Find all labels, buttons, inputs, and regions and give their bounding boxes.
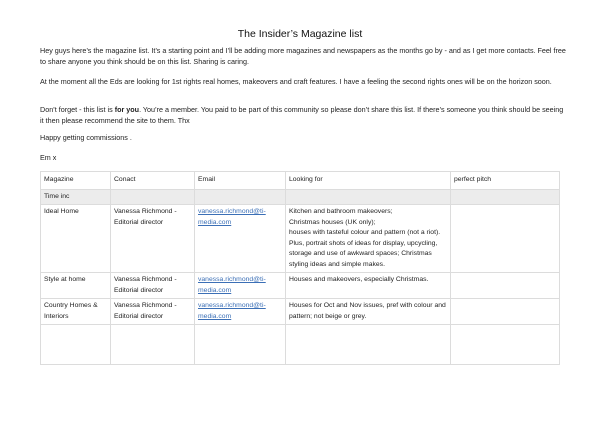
email-link[interactable]: vanessa.richmond@ti-media.com: [198, 302, 266, 320]
header-perfect-pitch: perfect pitch: [451, 172, 560, 190]
looking-for-line: Plus, portrait shots of ideas for display, upcycling, storage and use of awkward spaces; Christmas styling ideas and simple makes.: [289, 239, 438, 268]
looking-for-line: Houses for Oct and Nov issues, pref with colour and pattern; not beige or grey.: [289, 302, 446, 320]
intro-paragraph-1: Hey guys here’s the magazine list. It’s a starting point and I’ll be adding more magazines and newspapers as the months go by - and as I get more contacts. Feel free to share anyone you think should be on this list. Sharing is caring.: [40, 46, 566, 66]
intro-emphasis: for you: [114, 105, 140, 114]
intro-paragraph-4: Happy getting commissions .: [40, 133, 132, 142]
section-label: Time inc: [41, 189, 111, 205]
pitch-cell: [451, 205, 560, 273]
looking-for-cell: [286, 299, 451, 325]
intro-paragraph-3-end: . You’re a member. You paid to be part of this community so please don’t share this list. If there’s someone you think should be seeing it then please recommend the site to them. Thx: [40, 105, 564, 125]
table-row: [41, 205, 560, 273]
pitch-cell: [451, 273, 560, 299]
looking-for-line: houses with tasteful colour and pattern (not a riot).: [289, 229, 441, 236]
header-email: Email: [195, 172, 286, 190]
table-row: [41, 299, 560, 325]
email-cell: [195, 205, 286, 273]
signoff: Em x: [40, 153, 57, 162]
contact-cell: Vanessa Richmond - Editorial director: [111, 299, 195, 325]
magazine-table-viewport: [40, 171, 561, 371]
table-header-row: [41, 172, 560, 190]
magazine-cell: Style at home: [41, 273, 111, 299]
email-cell: [195, 299, 286, 325]
intro-paragraph-2: At the moment all the Eds are looking for 1st rights real homes, makeovers and craft features. I have a feeling the second rights ones will be on the horizon soon.: [40, 77, 552, 86]
intro-paragraph-3: [40, 105, 566, 126]
pitch-cell: [451, 299, 560, 325]
header-magazine: Magazine: [41, 172, 111, 190]
looking-for-line: Kitchen and bathroom makeovers;: [289, 208, 393, 215]
header-looking-for: Looking for: [286, 172, 451, 190]
looking-for-cell: [286, 205, 451, 273]
contact-cell: Vanessa Richmond - Editorial director: [111, 205, 195, 273]
document-title: The Insider’s Magazine list: [237, 28, 363, 40]
looking-for-line: Christmas houses (UK only);: [289, 218, 376, 226]
email-link[interactable]: vanessa.richmond@ti-media.com: [198, 208, 266, 226]
looking-for-line: Houses and makeovers, especially Christmas.: [289, 276, 429, 283]
magazine-table: [40, 171, 560, 365]
magazine-cell: Ideal Home: [41, 205, 111, 273]
table-row-empty: [41, 325, 560, 365]
table-row: [41, 273, 560, 299]
magazine-cell: Country Homes & Interiors: [41, 299, 111, 325]
looking-for-cell: [286, 273, 451, 299]
contact-cell: Vanessa Richmond - Editorial director: [111, 273, 195, 299]
header-contact: Conact: [111, 172, 195, 190]
intro-paragraph-3-start: Don’t forget - this list is: [40, 105, 115, 114]
section-row: [41, 189, 560, 205]
email-link[interactable]: vanessa.richmond@ti-media.com: [198, 276, 266, 294]
email-cell: [195, 273, 286, 299]
